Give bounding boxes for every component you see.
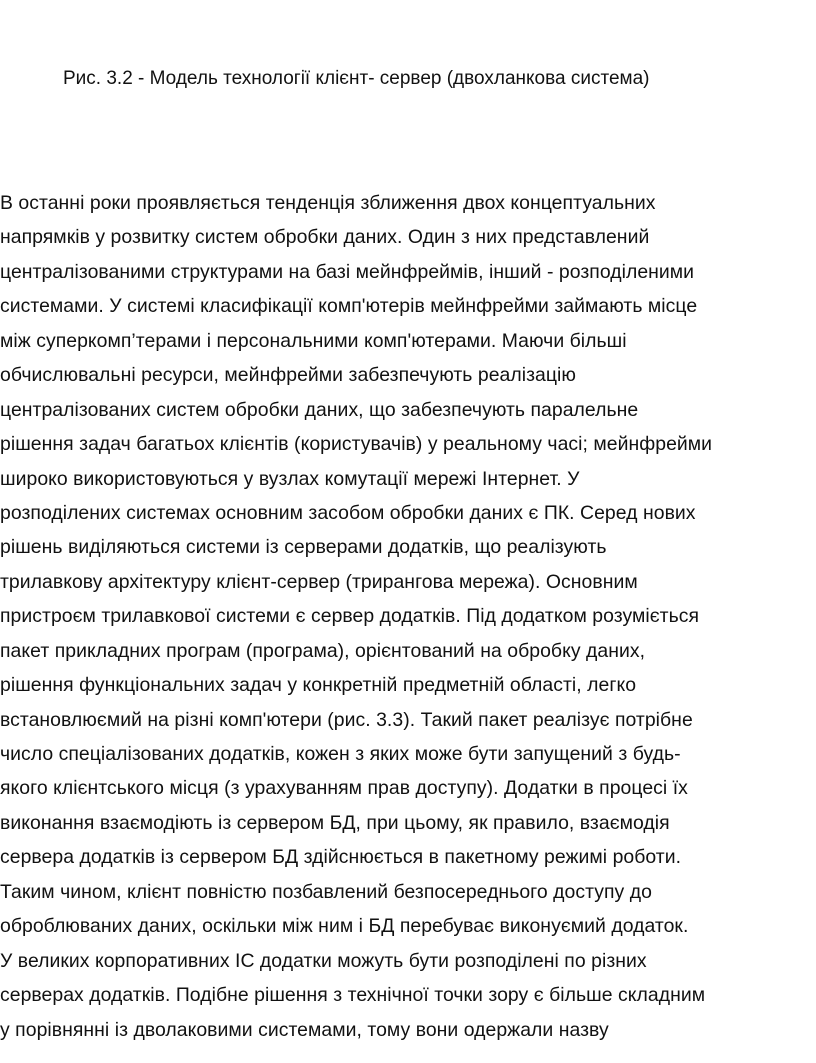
paragraph-line: обчислювальні ресурси, мейнфрейми забезпечують реалізацію: [0, 364, 576, 387]
paragraph-line: рішення функціональних задач у конкретній предметній області, легко: [0, 674, 637, 697]
paragraph-line: В останні роки проявляється тенденція зближення двох концептуальних: [0, 192, 656, 214]
paragraph-line: рішень виділяються системи із серверами додатків, що реалізують: [0, 536, 607, 559]
paragraph-line: широко використовуються у вузлах комутації мережі Інтернет. У: [0, 467, 580, 490]
paragraph-line: оброблюваних даних, оскільки між ним і БД перебуває виконуємий додаток.: [0, 915, 689, 938]
paragraph-line: централізованих систем обробки даних, що забезпечують паралельне: [0, 398, 639, 421]
paragraph-line: число спеціалізованих додатків, кожен з яких може бути запущений з будь-: [0, 743, 681, 765]
paragraph-line: сервера додатків із сервером БД здійснюється в пакетному режимі роботи.: [0, 846, 682, 869]
figure-caption: Рис. 3.2 - Модель технології клієнт- сервер (двохланкова система): [63, 68, 650, 89]
paragraph-line: рішення задач багатьох клієнтів (користувачів) у реальному часі; мейнфрейми: [0, 433, 713, 456]
paragraph-line: виконання взаємодіють із сервером БД, при цьому, як правило, взаємодія: [0, 811, 670, 834]
paragraph-line: між суперкомп’терами і персональними комп'ютерами. Маючи більші: [0, 329, 627, 352]
body-paragraph: [0, 186, 816, 1047]
paragraph-line: пакет прикладних програм (програма), орієнтований на обробку даних,: [0, 639, 646, 662]
paragraph-line: У великих корпоративних ІС додатки можуть бути розподілені по різних: [0, 949, 647, 972]
paragraph-line: встановлюємий на різні комп'ютери (рис. 3.3). Такий пакет реалізує потрібне: [0, 708, 693, 731]
paragraph-line: розподілених системах основним засобом обробки даних є ПК. Серед нових: [0, 501, 696, 524]
paragraph-line: централізованими структурами на базі мейнфреймів, інший - розподіленими: [0, 260, 695, 283]
paragraph-line: у порівнянні із дволаковими системами, тому вони одержали назву: [0, 1018, 609, 1041]
paragraph-line: напрямків у розвитку систем обробки даних. Один з них представлений: [0, 226, 650, 249]
paragraph-line: системами. У системі класифікації комп'ютерів мейнфрейми займають місце: [0, 295, 698, 318]
paragraph-line: серверах додатків. Подібне рішення з технічної точки зору є більше складним: [0, 984, 706, 1007]
paragraph-line: Таким чином, клієнт повністю позбавлений безпосереднього доступу до: [0, 880, 652, 903]
paragraph-line: пристроєм трилавкової системи є сервер додатків. Під додатком розуміється: [0, 605, 700, 628]
paragraph-line: якого клієнтського місця (з урахуванням прав доступу). Додатки в процесі їх: [0, 777, 688, 800]
paragraph-line: трилавкову архітектуру клієнт-сервер (трирангова мережа). Основним: [0, 570, 638, 593]
